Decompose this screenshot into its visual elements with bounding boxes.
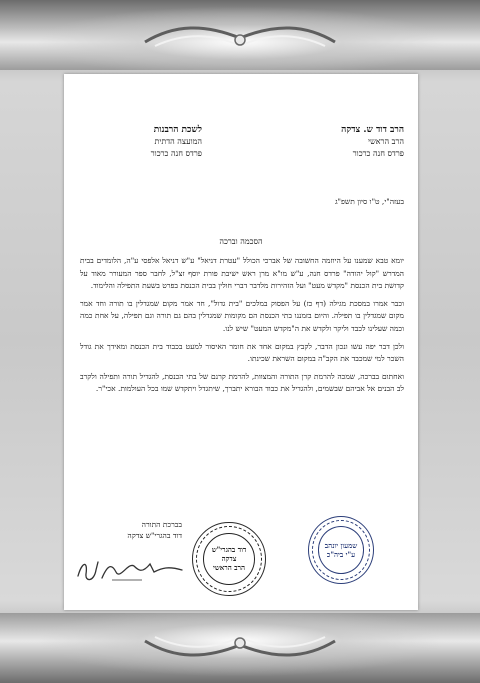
letter-date: בעזה"י, ט"ו סיון תשפ"ג — [335, 197, 404, 206]
letterhead-office — [82, 124, 202, 160]
letter-title: הסכמה וברכה — [219, 237, 263, 246]
office-name: לשכת הרבנות — [153, 125, 202, 135]
letter-page — [64, 74, 418, 610]
office-council: המועצה הדתית — [154, 137, 202, 146]
scroll-ornament-icon — [135, 627, 345, 661]
blessing-line: בברכת התורה — [141, 520, 182, 529]
body-paragraph: יומא טבא שמענו על היוזמה החשובה של אברכי הכולל "עטרת דניאל" ע"ש דניאל אלפסי ע"ה, הלומדים בבית המדרש "קול יהודה" פרדס חנה, ע"ש מו"א מרן ראש ישיבת פורת יוסף זצ"ל, לחבר ספר המעורר מאוד על קדושת בית הכנסת "מקדש מעט" ועל הזהירות מלדבר דברי חולין בבית הכנסת בפרט בשעת התפילה והלימוד. — [80, 256, 404, 291]
body-paragraph: ואחתום בברכה, שמכה להרמת קרן התורה והמצוות, להרמת קרנם של בתי הכנסת, להגדיל תורה ותפילה ולקרב לב הבנים אל אביהם שבשמים, ולהגדיל את כבוד הבורא יתברך, שיתגדל ויתקדש שמו בכל העולמות. אכי"ר. — [80, 371, 404, 394]
rabbi-stamp — [192, 522, 266, 596]
rabbi-role: הרב הראשי — [367, 137, 404, 146]
office-place: פרדס חנה כרכור — [150, 149, 202, 158]
decorative-frame-bottom — [0, 613, 480, 683]
signature-block — [82, 519, 182, 541]
letterhead-rabbi — [284, 124, 404, 160]
signer-name: דוד בהגרי"ש צדקה — [127, 531, 182, 540]
scroll-ornament-icon — [135, 22, 345, 56]
synagogue-stamp — [308, 516, 374, 584]
body-paragraph: ולכן דבר יפה עשו ונכון הדבר, לקבץ במקום אחד את חומר האיסור למעט בכבוד בית הכנסת ומאידך את גודל השכר למי שמכבד את הקב"ה במקום השראת שכינתו. — [80, 341, 404, 364]
stamp-center-text: ע"י ביה"כ — [326, 550, 356, 559]
rabbi-name: הרב דוד ש. צדקה — [341, 125, 404, 135]
stamp-ring-text: דוד בהגרי"ש צדקה — [211, 545, 247, 564]
stamp-center-text: הרב הראשי — [212, 563, 246, 573]
decorative-frame-top — [0, 0, 480, 70]
letter-body — [80, 255, 404, 401]
stamp-ring-text: שמעון יונהב — [324, 541, 358, 550]
handwritten-signature — [72, 552, 192, 586]
body-paragraph: וכבר אמרו במסכת מגילה (דף כז) על הפסוק במלכים "בית גדול", חד אמר מקום שמגדלין בו תורה וחד אמר מקום שמגדלין בו תפילה. והיום בזמננו בתי הכנסת הם מקומות שמגדלין בהם גם תורה וגם תפילה, על אחת כמה וכמה שעלינו לכבד וליקר ולקדש את ה"מקדש המעט" שיש לנו. — [80, 298, 404, 333]
rabbi-place: פרדס חנה כרכור — [352, 149, 404, 158]
